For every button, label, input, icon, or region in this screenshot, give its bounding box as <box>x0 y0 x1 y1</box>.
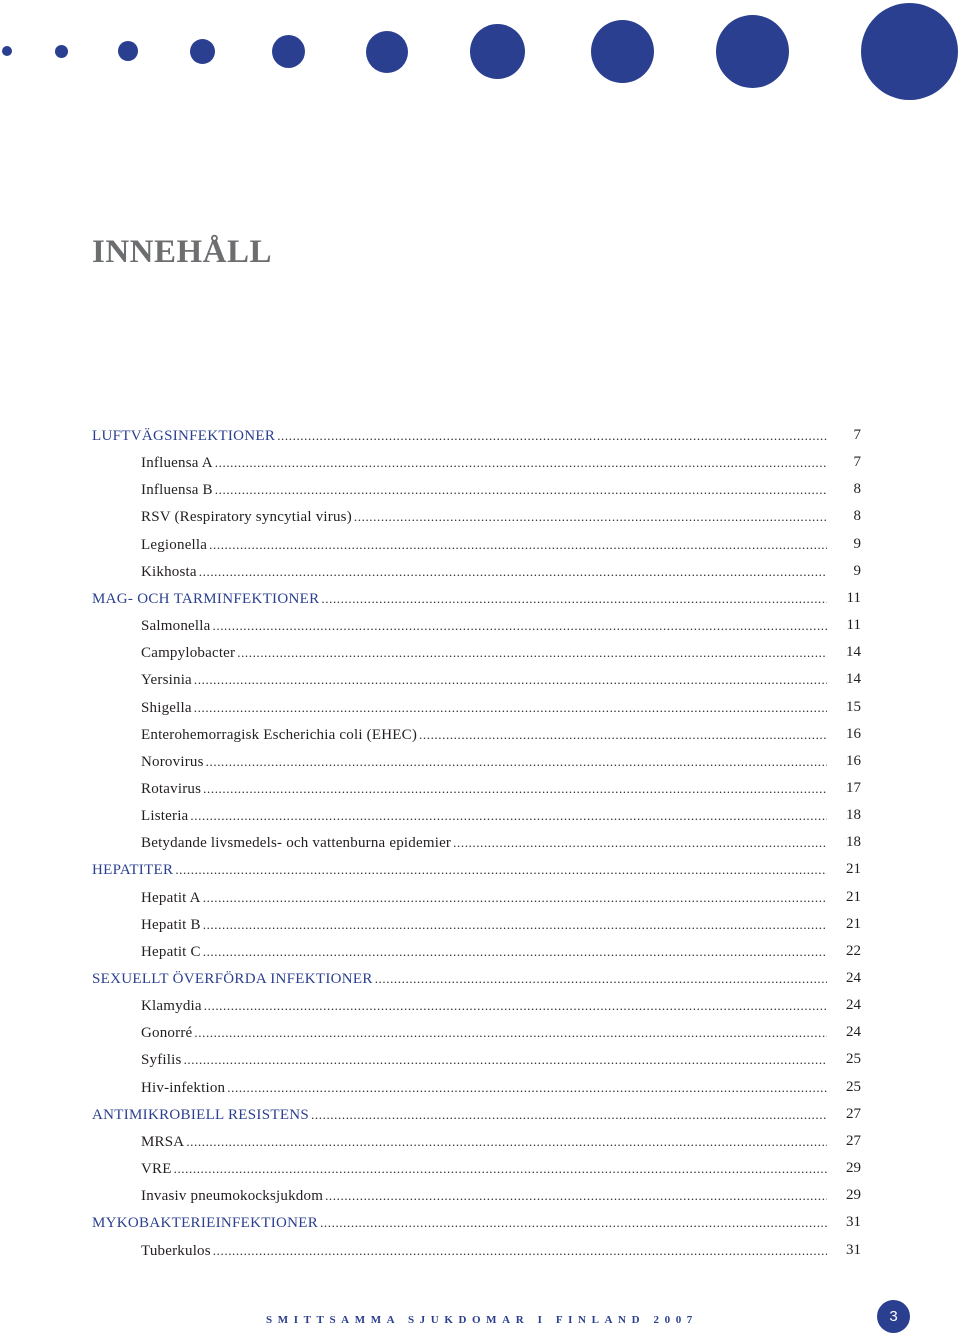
toc-entry <box>141 829 827 856</box>
toc-label: Legionella <box>141 536 208 553</box>
toc-page-number: 27 <box>846 1105 861 1122</box>
toc-page-number: 25 <box>846 1078 861 1095</box>
toc-item-row[interactable] <box>0 1237 960 1264</box>
toc-page-number: 24 <box>846 970 861 986</box>
decor-dot-6 <box>366 31 408 73</box>
toc-item-row[interactable] <box>0 1019 960 1046</box>
toc-leader-dots <box>277 422 827 449</box>
toc-entry <box>92 856 827 883</box>
toc-label: Enterohemorragisk Escherichia coli (EHEC) <box>141 726 418 743</box>
toc-section-row[interactable] <box>0 1209 960 1236</box>
toc-entry <box>92 965 827 992</box>
toc-entry <box>141 992 827 1019</box>
toc-page-number: 17 <box>846 779 861 796</box>
toc-item-row[interactable] <box>0 666 960 693</box>
toc-leader-dots <box>209 531 827 558</box>
toc-label: Betydande livsmedels- och vattenburna epidemier <box>141 835 452 852</box>
toc-leader-dots <box>194 694 827 721</box>
toc-leader-dots <box>227 1074 827 1101</box>
toc-entry <box>141 721 827 748</box>
toc-label: Influensa B <box>141 482 213 499</box>
toc-page-number: 31 <box>846 1241 861 1258</box>
toc-leader-dots <box>419 721 827 748</box>
toc-leader-dots <box>203 884 827 911</box>
toc-page-number: 16 <box>846 752 861 769</box>
toc-leader-dots <box>190 802 827 829</box>
decor-dot-3 <box>118 41 138 61</box>
toc-entry <box>92 1209 827 1236</box>
toc-page-number: 31 <box>846 1214 861 1231</box>
toc-leader-dots <box>186 1128 827 1155</box>
toc-leader-dots <box>325 1182 827 1209</box>
toc-leader-dots <box>311 1101 827 1128</box>
toc-label: Yersinia <box>141 672 192 689</box>
toc-page-number: 21 <box>846 915 861 932</box>
decor-dot-2 <box>55 45 68 58</box>
toc-entry <box>141 449 827 476</box>
toc-item-row[interactable] <box>0 449 960 476</box>
toc-page-number: 24 <box>846 997 861 1014</box>
toc-entry <box>92 422 827 449</box>
toc-leader-dots <box>320 1209 827 1236</box>
decor-dot-4 <box>190 39 215 64</box>
toc-page-number: 7 <box>853 427 861 443</box>
toc-page-number: 14 <box>846 644 861 661</box>
toc-page-number: 9 <box>853 562 861 579</box>
toc-page-number: 9 <box>853 535 861 552</box>
toc-page-number: 21 <box>846 888 861 905</box>
toc-page-number: 8 <box>853 508 861 525</box>
decor-dot-9 <box>716 15 789 88</box>
toc-page-number: 11 <box>846 617 861 634</box>
toc-label: Rotavirus <box>141 780 202 797</box>
toc-item-row[interactable] <box>0 1182 960 1209</box>
toc-entry <box>141 802 827 829</box>
toc-item-row[interactable] <box>0 992 960 1019</box>
toc-entry <box>141 1155 827 1182</box>
toc-page-number: 7 <box>853 454 861 471</box>
toc-label: Shigella <box>141 699 192 716</box>
toc-item-row[interactable] <box>0 802 960 829</box>
toc-entry <box>141 911 827 938</box>
toc-label: Campylobacter <box>141 645 236 662</box>
toc-page-number: 29 <box>846 1160 861 1177</box>
toc-item-row[interactable] <box>0 1128 960 1155</box>
toc-label: Invasiv pneumokocksjukdom <box>141 1188 324 1205</box>
toc-label: Hiv-infektion <box>141 1079 226 1096</box>
toc-label: Listeria <box>141 808 189 825</box>
toc-page-number: 18 <box>846 807 861 824</box>
toc-page-number: 27 <box>846 1132 861 1149</box>
page-title: INNEHÅLL <box>92 234 273 270</box>
decor-dot-7 <box>470 24 525 79</box>
toc-section-row[interactable] <box>0 965 960 992</box>
toc-page-number: 14 <box>846 671 861 688</box>
toc-label: Hepatit A <box>141 889 201 906</box>
toc-section-row[interactable] <box>0 585 960 612</box>
footer-running-title: SMITTSAMMA SJUKDOMAR I FINLAND 2007 <box>266 1314 698 1326</box>
toc-item-row[interactable] <box>0 938 960 965</box>
toc-leader-dots <box>174 1155 827 1182</box>
toc-item-row[interactable] <box>0 639 960 666</box>
toc-leader-dots <box>184 1046 827 1073</box>
toc-item-row[interactable] <box>0 531 960 558</box>
toc-entry <box>141 938 827 965</box>
toc-leader-dots <box>321 585 827 612</box>
toc-label: Hepatit C <box>141 943 201 960</box>
toc-entry <box>141 639 827 666</box>
toc-entry <box>141 531 827 558</box>
toc-label: Syfilis <box>141 1052 182 1069</box>
toc-label: Kikhosta <box>141 563 197 580</box>
toc-leader-dots <box>175 856 827 883</box>
toc-entry <box>141 612 827 639</box>
toc-item-row[interactable] <box>0 476 960 503</box>
toc-leader-dots <box>206 748 827 775</box>
toc-label: HEPATITER <box>92 862 174 879</box>
toc-label: Gonorré <box>141 1025 193 1042</box>
toc-page-number: 11 <box>846 589 861 606</box>
toc-entry <box>141 503 827 530</box>
toc-entry <box>141 1182 827 1209</box>
toc-label: LUFTVÄGSINFEKTIONER <box>92 428 276 444</box>
toc-label: Tuberkulos <box>141 1242 211 1259</box>
toc-item-row[interactable] <box>0 1074 960 1101</box>
toc-entry <box>141 558 827 585</box>
toc-leader-dots <box>237 639 827 666</box>
toc-page-number: 15 <box>846 698 861 715</box>
toc-page-number: 16 <box>846 725 861 742</box>
toc-item-row[interactable] <box>0 721 960 748</box>
toc-page-number: 22 <box>846 942 861 959</box>
toc-item-row[interactable] <box>0 612 960 639</box>
toc-section-row[interactable] <box>0 1101 960 1128</box>
toc-leader-dots <box>213 612 828 639</box>
toc-item-row[interactable] <box>0 1155 960 1182</box>
toc-leader-dots <box>215 476 827 503</box>
toc-leader-dots <box>194 666 827 693</box>
toc-entry <box>92 1101 827 1128</box>
toc-item-row[interactable] <box>0 775 960 802</box>
toc-label: Klamydia <box>141 998 202 1015</box>
toc-page-number: 25 <box>846 1051 861 1068</box>
toc-label: MAG- OCH TARMINFEKTIONER <box>92 590 320 607</box>
toc-label: ANTIMIKROBIELL RESISTENS <box>92 1106 310 1123</box>
toc-item-row[interactable] <box>0 911 960 938</box>
toc-leader-dots <box>453 829 827 856</box>
toc-label: VRE <box>141 1161 172 1178</box>
toc-item-row[interactable] <box>0 884 960 911</box>
toc-leader-dots <box>199 558 827 585</box>
toc-page-number: 29 <box>846 1187 861 1204</box>
toc-item-row[interactable] <box>0 829 960 856</box>
toc-page-number: 8 <box>853 481 861 498</box>
toc-leader-dots <box>203 775 827 802</box>
toc-label: Norovirus <box>141 753 204 770</box>
toc-entry <box>141 1019 827 1046</box>
toc-page-number: 18 <box>846 834 861 851</box>
toc-label: Influensa A <box>141 455 213 472</box>
toc-entry <box>141 666 827 693</box>
toc-entry <box>141 1237 827 1264</box>
toc-entry <box>141 748 827 775</box>
toc-item-row[interactable] <box>0 748 960 775</box>
toc-label: SEXUELLT ÖVERFÖRDA INFEKTIONER <box>92 971 373 987</box>
toc-entry <box>92 585 827 612</box>
toc-section-row[interactable] <box>0 856 960 883</box>
toc-entry <box>141 1046 827 1073</box>
toc-entry <box>141 884 827 911</box>
toc-item-row[interactable] <box>0 503 960 530</box>
toc-label: MRSA <box>141 1133 185 1150</box>
toc-item-row[interactable] <box>0 1046 960 1073</box>
toc-page-number: 24 <box>846 1024 861 1041</box>
decor-dot-1 <box>2 46 12 56</box>
toc-page-number: 21 <box>846 861 861 878</box>
toc-leader-dots <box>203 911 827 938</box>
toc-entry <box>141 694 827 721</box>
toc-leader-dots <box>194 1019 827 1046</box>
toc-leader-dots <box>203 938 827 965</box>
toc-leader-dots <box>204 992 827 1019</box>
toc-entry <box>141 1128 827 1155</box>
toc-label: Hepatit B <box>141 916 201 933</box>
toc-label: Salmonella <box>141 618 211 635</box>
decor-dot-5 <box>272 35 305 68</box>
toc-section-row[interactable] <box>0 422 960 449</box>
toc-entry <box>141 775 827 802</box>
toc-label: RSV (Respiratory syncytial virus) <box>141 509 352 526</box>
toc-leader-dots <box>354 503 827 530</box>
decor-dot-10 <box>861 3 958 100</box>
toc-leader-dots <box>375 965 827 992</box>
toc-item-row[interactable] <box>0 558 960 585</box>
decor-dot-8 <box>591 20 654 83</box>
toc-entry <box>141 476 827 503</box>
toc-item-row[interactable] <box>0 694 960 721</box>
page-number-badge: 3 <box>877 1300 910 1333</box>
toc-label: MYKOBAKTERIEINFEKTIONER <box>92 1215 319 1232</box>
toc-leader-dots <box>213 1237 827 1264</box>
toc-leader-dots <box>215 449 827 476</box>
toc-entry <box>141 1074 827 1101</box>
